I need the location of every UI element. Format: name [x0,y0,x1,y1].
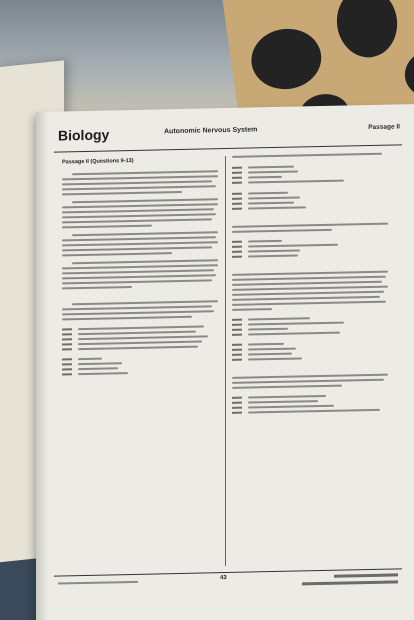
page-header [54,120,402,152]
section-title: Autonomic Nervous System [164,126,258,136]
copyright-line [58,581,138,585]
book-page [36,104,414,620]
passage-paragraph [62,231,220,256]
question-block [232,222,398,257]
passage-header: Passage II (Questions 9-13) [62,157,134,166]
question-block [232,152,398,209]
passage-paragraph [62,259,220,289]
page-footer [54,568,402,606]
column-divider [225,156,226,566]
question-block [232,373,398,413]
question-block [232,270,398,360]
passage-paragraph [62,198,220,228]
questions-column [232,152,398,423]
page-number: 43 [220,575,227,582]
passage-tag: Passage II [368,123,400,132]
publisher-name [334,573,398,577]
subject-title: Biology [58,126,110,144]
passage-column [62,156,220,385]
question-block [62,300,220,375]
publisher-tagline [302,580,398,585]
passage-paragraph [62,170,220,195]
